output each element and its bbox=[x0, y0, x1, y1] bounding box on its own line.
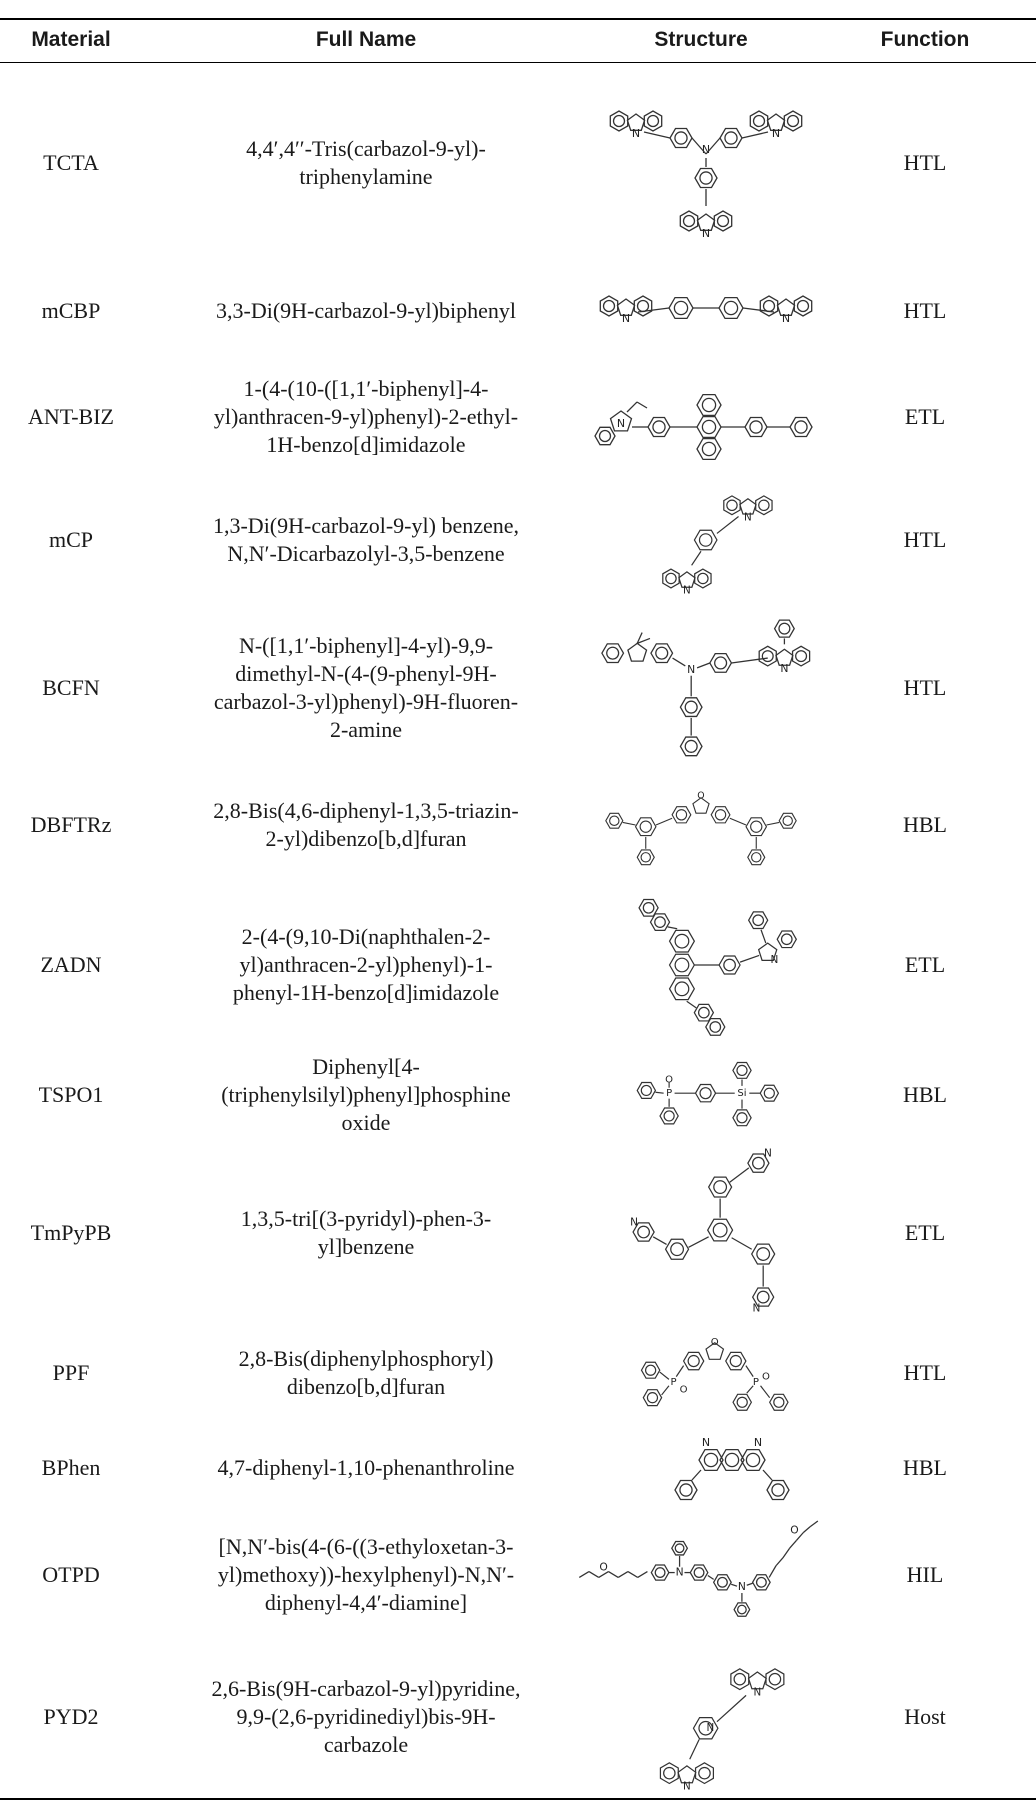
material-cell bbox=[0, 770, 142, 880]
material-label: mCBP bbox=[41, 297, 101, 323]
mcbp-structure-icon bbox=[581, 268, 821, 353]
full-name-text: N-([1,1′-biphenyl]-4-yl)-9,9- dimethyl-N-(4-(9-phenyl-9H- carbazol-3-yl)phenyl)-9H-fluoren- 2-amine bbox=[213, 632, 519, 742]
function-cell bbox=[850, 63, 1000, 263]
function-cell bbox=[850, 358, 1000, 475]
full-name-cell bbox=[168, 263, 564, 358]
svg-text:N: N bbox=[701, 143, 711, 156]
function-cell bbox=[850, 770, 1000, 880]
full-name-text: [N,N′-bis(4-(6-((3-ethyloxetan-3- yl)methoxy))-hexylphenyl)-N,N′- diphenyl-4,4′-diamine] bbox=[217, 1534, 515, 1615]
mcp-structure-icon bbox=[601, 479, 801, 601]
svg-text:P: P bbox=[752, 1377, 759, 1389]
structure-cell bbox=[570, 1635, 832, 1798]
zadn-structure-icon bbox=[586, 884, 816, 1046]
svg-text:N: N bbox=[630, 1216, 638, 1229]
function-label: ETL bbox=[904, 1219, 946, 1245]
material-label: mCP bbox=[48, 527, 94, 552]
bottom-rule bbox=[0, 1798, 1036, 1800]
tmpypb-structure-icon bbox=[591, 1144, 811, 1321]
full-name-cell bbox=[168, 605, 564, 770]
table-row bbox=[0, 358, 1036, 475]
svg-text:O: O bbox=[599, 1560, 608, 1574]
svg-text:O: O bbox=[697, 790, 705, 802]
structure-cell bbox=[570, 1140, 832, 1325]
material-label: PPF bbox=[52, 1359, 90, 1385]
svg-text:N: N bbox=[675, 1565, 684, 1579]
function-label: Host bbox=[904, 1703, 946, 1729]
svg-text:O: O bbox=[665, 1074, 674, 1086]
svg-text:N: N bbox=[764, 1147, 772, 1160]
function-label: HBL bbox=[903, 812, 947, 837]
material-label: TmPyPB bbox=[30, 1219, 112, 1245]
material-label: DBFTRz bbox=[30, 812, 112, 837]
svg-text:N: N bbox=[737, 1580, 746, 1594]
function-cell bbox=[850, 1050, 1000, 1140]
full-name-text: 1,3,5-tri[(3-pyridyl)-phen-3- yl]benzene bbox=[240, 1205, 492, 1259]
header-material: Material bbox=[31, 28, 111, 51]
material-label: ZADN bbox=[40, 952, 102, 977]
svg-text:O: O bbox=[790, 1523, 799, 1537]
svg-text:N: N bbox=[753, 1686, 762, 1699]
svg-text:N: N bbox=[752, 1302, 761, 1315]
table-row bbox=[0, 1420, 1036, 1515]
material-cell bbox=[0, 880, 142, 1050]
svg-text:O: O bbox=[679, 1384, 688, 1396]
material-label: OTPD bbox=[42, 1562, 100, 1587]
table-row bbox=[0, 1635, 1036, 1798]
table-row bbox=[0, 1515, 1036, 1635]
tcta-structure-icon bbox=[581, 78, 821, 248]
full-name-cell bbox=[168, 1635, 564, 1798]
table-row bbox=[0, 1050, 1036, 1140]
header-structure: Structure bbox=[654, 28, 748, 51]
material-cell bbox=[0, 263, 142, 358]
full-name-cell bbox=[168, 475, 564, 605]
function-cell bbox=[850, 1325, 1000, 1420]
function-label: HTL bbox=[903, 527, 947, 552]
svg-text:N: N bbox=[631, 127, 641, 140]
svg-text:N: N bbox=[687, 662, 696, 676]
structure-cell bbox=[570, 1420, 832, 1515]
full-name-cell bbox=[168, 358, 564, 475]
full-name-cell bbox=[168, 1050, 564, 1140]
full-name-cell bbox=[168, 63, 564, 263]
svg-text:N: N bbox=[706, 1722, 715, 1735]
material-label: PYD2 bbox=[43, 1703, 99, 1729]
svg-text:N: N bbox=[701, 1436, 711, 1449]
function-cell bbox=[850, 263, 1000, 358]
svg-text:N: N bbox=[753, 1436, 763, 1449]
function-cell bbox=[850, 1515, 1000, 1635]
structure-cell bbox=[570, 63, 832, 263]
svg-text:O: O bbox=[762, 1371, 770, 1383]
function-label: HTL bbox=[903, 674, 947, 700]
material-cell bbox=[0, 475, 142, 605]
function-label: HTL bbox=[903, 150, 947, 175]
pyd2-structure-icon bbox=[601, 1639, 801, 1794]
svg-text:N: N bbox=[780, 661, 789, 675]
svg-text:P: P bbox=[670, 1377, 677, 1389]
structure-cell bbox=[570, 605, 832, 770]
svg-text:O: O bbox=[710, 1336, 719, 1348]
material-label: TSPO1 bbox=[38, 1082, 104, 1107]
structure-cell bbox=[570, 880, 832, 1050]
material-cell bbox=[0, 1325, 142, 1420]
dbftrz-structure-icon bbox=[571, 774, 831, 876]
function-cell bbox=[850, 1420, 1000, 1515]
svg-text:N: N bbox=[683, 584, 691, 597]
full-name-cell bbox=[168, 1515, 564, 1635]
material-label: BCFN bbox=[42, 674, 100, 700]
full-name-text: Diphenyl[4- (triphenylsilyl)phenyl]phosphine oxide bbox=[221, 1054, 511, 1135]
bphen-structure-icon bbox=[601, 1425, 801, 1510]
function-label: HBL bbox=[903, 1454, 947, 1480]
full-name-text: 3,3-Di(9H-carbazol-9-yl)biphenyl bbox=[216, 297, 516, 323]
material-cell bbox=[0, 1050, 142, 1140]
table-row bbox=[0, 770, 1036, 880]
function-label: HTL bbox=[903, 1359, 947, 1385]
function-label: ETL bbox=[904, 403, 946, 429]
full-name-text: 2,6-Bis(9H-carbazol-9-yl)pyridine, 9,9-(2,6-pyridinediyl)bis-9H- carbazole bbox=[211, 1675, 521, 1757]
full-name-text: 2,8-Bis(diphenylphosphoryl) dibenzo[b,d]furan bbox=[238, 1345, 494, 1399]
full-name-text: 1,3-Di(9H-carbazol-9-yl) benzene, N,N′-Dicarbazolyl-3,5-benzene bbox=[212, 513, 519, 566]
svg-text:N: N bbox=[616, 416, 626, 430]
material-label: BPhen bbox=[41, 1454, 101, 1480]
full-name-cell bbox=[168, 880, 564, 1050]
function-cell bbox=[850, 605, 1000, 770]
svg-text:Si: Si bbox=[737, 1088, 747, 1100]
ppf-structure-icon bbox=[586, 1329, 816, 1416]
function-label: HBL bbox=[903, 1082, 947, 1107]
svg-text:P: P bbox=[666, 1088, 673, 1100]
bcfn-structure-icon bbox=[581, 609, 821, 766]
svg-text:N: N bbox=[621, 312, 631, 325]
material-label: ANT-BIZ bbox=[28, 403, 114, 429]
table-row bbox=[0, 880, 1036, 1050]
function-label: HIL bbox=[906, 1562, 944, 1587]
material-cell bbox=[0, 1635, 142, 1798]
full-name-cell bbox=[168, 1140, 564, 1325]
material-label: TCTA bbox=[43, 150, 99, 175]
header-full-name: Full Name bbox=[315, 28, 417, 51]
table-row bbox=[0, 605, 1036, 770]
full-name-text: 1-(4-(10-([1,1′-biphenyl]-4- yl)anthracen-9-yl)phenyl)-2-ethyl- 1H-benzo[d]imidazole bbox=[213, 375, 519, 457]
material-cell bbox=[0, 1515, 142, 1635]
structure-cell bbox=[570, 1515, 832, 1635]
svg-text:N: N bbox=[771, 127, 781, 140]
full-name-cell bbox=[168, 770, 564, 880]
material-cell bbox=[0, 605, 142, 770]
svg-text:N: N bbox=[701, 227, 711, 240]
structure-cell bbox=[570, 1325, 832, 1420]
table-row bbox=[0, 263, 1036, 358]
full-name-text: 4,4′,4′′-Tris(carbazol-9-yl)- triphenylamine bbox=[246, 136, 486, 189]
function-cell bbox=[850, 880, 1000, 1050]
otpd-structure-icon bbox=[571, 1519, 831, 1631]
function-cell bbox=[850, 1140, 1000, 1325]
material-cell bbox=[0, 63, 142, 263]
full-name-text: 2,8-Bis(4,6-diphenyl-1,3,5-triazin- 2-yl)dibenzo[b,d]furan bbox=[213, 798, 519, 851]
material-cell bbox=[0, 358, 142, 475]
function-label: ETL bbox=[904, 952, 946, 977]
full-name-cell bbox=[168, 1325, 564, 1420]
table-row bbox=[0, 1325, 1036, 1420]
material-cell bbox=[0, 1420, 142, 1515]
full-name-cell bbox=[168, 1420, 564, 1515]
tspo1-structure-icon bbox=[596, 1054, 806, 1136]
table-row bbox=[0, 475, 1036, 605]
function-cell bbox=[850, 1635, 1000, 1798]
svg-text:N: N bbox=[683, 1780, 691, 1793]
function-label: HTL bbox=[903, 297, 947, 323]
table-row bbox=[0, 1140, 1036, 1325]
structure-cell bbox=[570, 770, 832, 880]
material-cell bbox=[0, 1140, 142, 1325]
table-row bbox=[0, 63, 1036, 263]
full-name-text: 2-(4-(9,10-Di(naphthalen-2- yl)anthracen-2-yl)phenyl)-1- phenyl-1H-benzo[d]imidazole bbox=[232, 924, 500, 1005]
function-cell bbox=[850, 475, 1000, 605]
structure-cell bbox=[570, 358, 832, 475]
svg-text:N: N bbox=[781, 312, 791, 325]
structure-cell bbox=[570, 1050, 832, 1140]
structure-cell bbox=[570, 263, 832, 358]
full-name-text: 4,7-diphenyl-1,10-phenanthroline bbox=[217, 1454, 515, 1480]
svg-text:N: N bbox=[744, 511, 752, 524]
header-function: Function bbox=[880, 28, 970, 51]
svg-text:N: N bbox=[770, 954, 779, 967]
ant-biz-structure-icon bbox=[581, 372, 821, 462]
structure-cell bbox=[570, 475, 832, 605]
